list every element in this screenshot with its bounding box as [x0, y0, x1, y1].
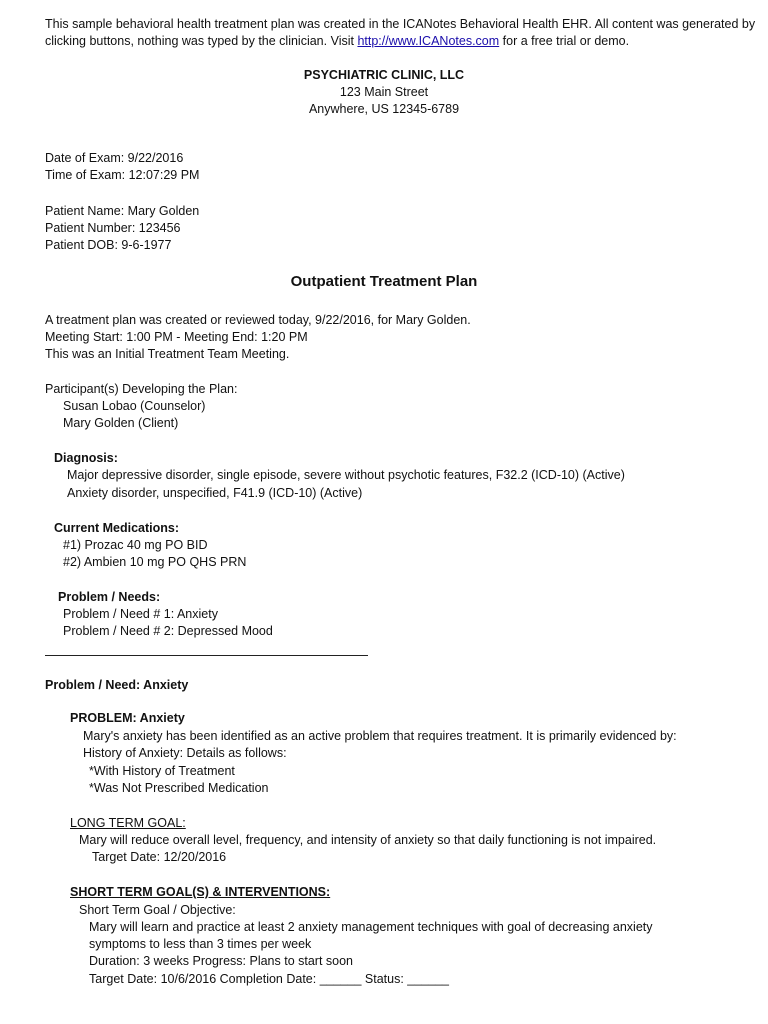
short-term-goal-text: Mary will learn and practice at least 2 anxiety management techniques with goal of decreasing anxiety — [89, 920, 653, 934]
medication-item: #2) Ambien 10 mg PO QHS PRN — [63, 555, 247, 569]
sample-notice-line-1: This sample behavioral health treatment plan was created in the ICANotes Behavioral Health EHR. All content was generated by — [45, 17, 756, 31]
exam-date: Date of Exam: 9/22/2016 — [45, 151, 184, 165]
clinic-city: Anywhere, US 12345-6789 — [308, 102, 460, 116]
short-term-goal-duration: Duration: 3 weeks Progress: Plans to start soon — [89, 954, 354, 968]
participant-item: Mary Golden (Client) — [63, 416, 179, 430]
icanotes-link[interactable]: http://www.ICANotes.com — [357, 34, 500, 48]
problem-line: *Was Not Prescribed Medication — [89, 781, 269, 795]
patient-number: Patient Number: 123456 — [45, 221, 181, 235]
diagnosis-item: Major depressive disorder, single episode, severe without psychotic features, F32.2 (ICD-10) (Active) — [67, 468, 625, 482]
diagnosis-item: Anxiety disorder, unspecified, F41.9 (ICD-10) (Active) — [67, 486, 363, 500]
short-term-goal-target: Target Date: 10/6/2016 Completion Date: ______ Status: ______ — [89, 972, 449, 986]
problem-item: Problem / Need # 2: Depressed Mood — [63, 624, 273, 638]
patient-dob: Patient DOB: 9-6-1977 — [45, 238, 172, 252]
short-term-goals-heading: SHORT TERM GOAL(S) & INTERVENTIONS: — [70, 885, 331, 899]
medications-heading: Current Medications: — [54, 521, 180, 535]
document-title: Outpatient Treatment Plan — [290, 273, 478, 290]
problem-line: Mary's anxiety has been identified as an active problem that requires treatment. It is primarily evidenced by: — [83, 729, 677, 743]
short-term-goal-text: symptoms to less than 3 times per week — [89, 937, 312, 951]
short-term-goal-label: Short Term Goal / Objective: — [79, 903, 236, 917]
sample-notice-line-2 — [45, 33, 629, 49]
participant-item: Susan Lobao (Counselor) — [63, 399, 206, 413]
long-term-goal-target: Target Date: 12/20/2016 — [92, 850, 227, 864]
problem-line: History of Anxiety: Details as follows: — [83, 746, 287, 760]
long-term-goal-text: Mary will reduce overall level, frequency, and intensity of anxiety so that daily functioning is not impaired. — [79, 833, 657, 847]
sample-notice-suffix: for a free trial or demo. — [499, 34, 630, 48]
diagnosis-heading: Diagnosis: — [54, 451, 118, 465]
clinic-street: 123 Main Street — [339, 85, 429, 99]
patient-name: Patient Name: Mary Golden — [45, 204, 200, 218]
intro-line: This was an Initial Treatment Team Meeting. — [45, 347, 290, 361]
section-divider — [45, 655, 368, 656]
intro-line: A treatment plan was created or reviewed today, 9/22/2016, for Mary Golden. — [45, 313, 471, 327]
section-heading: Problem / Need: Anxiety — [45, 678, 189, 692]
problem-line: *With History of Treatment — [89, 764, 235, 778]
problem-item: Problem / Need # 1: Anxiety — [63, 607, 218, 621]
problem-heading: PROBLEM: Anxiety — [70, 711, 185, 725]
sample-notice-text: clicking buttons, nothing was typed by the clinician. Visit — [45, 34, 358, 48]
problems-heading: Problem / Needs: — [58, 590, 161, 604]
intro-line: Meeting Start: 1:00 PM - Meeting End: 1:20 PM — [45, 330, 308, 344]
medication-item: #1) Prozac 40 mg PO BID — [63, 538, 208, 552]
exam-time: Time of Exam: 12:07:29 PM — [45, 168, 200, 182]
clinic-name: PSYCHIATRIC CLINIC, LLC — [303, 68, 465, 82]
long-term-goal-heading: LONG TERM GOAL: — [70, 816, 186, 830]
participants-heading: Participant(s) Developing the Plan: — [45, 382, 238, 396]
